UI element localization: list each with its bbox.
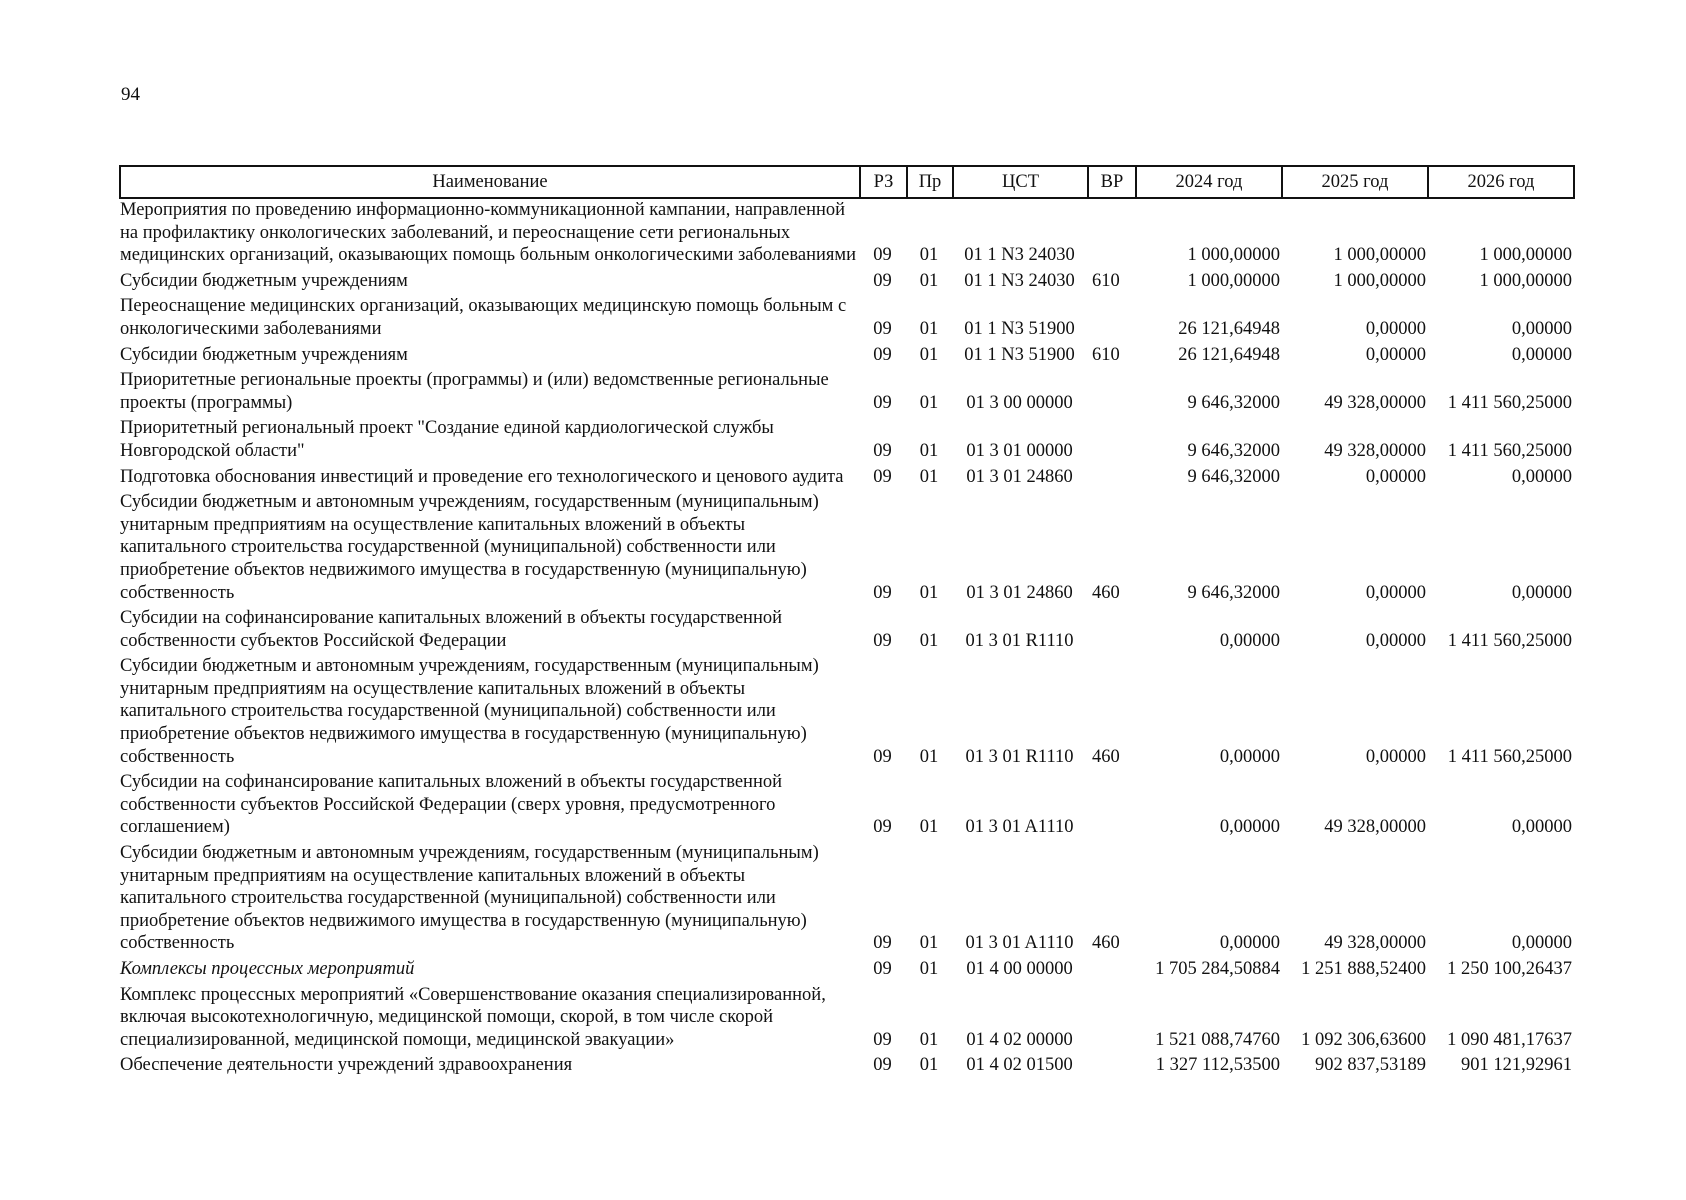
row-rz: 09 (873, 817, 892, 838)
row-rz: 09 (873, 344, 892, 365)
row-cst: 01 3 00 00000 (966, 392, 1073, 413)
header-pr: Пр (907, 166, 953, 198)
table-row (120, 466, 1574, 492)
row-2026: 1 000,00000 (1479, 270, 1572, 291)
row-2024: 9 646,32000 (1187, 466, 1280, 487)
row-cst: 01 3 01 R1110 (965, 630, 1074, 651)
row-2024: 9 646,32000 (1187, 440, 1280, 461)
row-2026: 0,00000 (1511, 466, 1572, 487)
row-2024: 1 521 088,74760 (1155, 1029, 1280, 1050)
row-rz: 09 (873, 1029, 892, 1050)
row-2024: 26 121,64948 (1178, 318, 1280, 339)
row-2025: 902 837,53189 (1315, 1055, 1426, 1076)
row-2024: 1 327 112,53500 (1155, 1055, 1280, 1076)
row-2025: 49 328,00000 (1324, 817, 1426, 838)
row-cst: 01 3 01 24860 (966, 466, 1073, 487)
row-vr (1088, 369, 1136, 417)
row-2026: 0,00000 (1511, 582, 1572, 603)
row-pr: 01 (919, 1029, 939, 1050)
row-2026: 0,00000 (1511, 318, 1572, 339)
row-vr (1088, 607, 1136, 655)
row-cst: 01 4 00 00000 (966, 959, 1073, 979)
row-2026: 1 411 560,25000 (1447, 746, 1572, 767)
row-rz: 09 (873, 440, 892, 461)
row-vr: 460 (1092, 746, 1120, 767)
table-row (120, 984, 1574, 1055)
row-cst: 01 1 N3 24030 (964, 270, 1075, 291)
row-cst: 01 1 N3 24030 (964, 245, 1075, 266)
row-cst: 01 4 02 01500 (966, 1055, 1073, 1076)
row-pr: 01 (919, 245, 939, 266)
row-2026: 1 411 560,25000 (1447, 440, 1572, 461)
row-2026: 1 000,00000 (1479, 245, 1572, 266)
row-cst: 01 3 01 R1110 (965, 746, 1074, 767)
row-name: Обеспечение деятельности учреждений здравоохранения (120, 1055, 573, 1076)
row-2026: 1 411 560,25000 (1447, 392, 1572, 413)
row-vr: 610 (1092, 344, 1120, 365)
row-pr: 01 (919, 344, 939, 365)
table-row (120, 958, 1574, 984)
row-rz: 09 (873, 466, 892, 487)
row-name: Субсидии бюджетным учреждениям (120, 270, 408, 291)
row-2025: 1 251 888,52400 (1301, 959, 1426, 979)
row-name: Комплекс процессных мероприятий «Совершенствование оказания специализированной, включая высокотехнологичную, медицинской помощи, скорой, в том числе скорой специализированной, медицинской помощи, медицинской эвакуации» (120, 984, 826, 1050)
row-pr: 01 (919, 817, 939, 838)
row-vr (1088, 466, 1136, 492)
row-pr: 01 (919, 270, 939, 291)
row-rz: 09 (873, 746, 892, 767)
row-2026: 0,00000 (1511, 933, 1572, 954)
table-row (120, 369, 1574, 417)
row-2024: 1 000,00000 (1187, 270, 1280, 291)
row-2024: 0,00000 (1219, 630, 1280, 651)
row-name: Мероприятия по проведению информационно-коммуникационной кампании, направленной на профилактику онкологических заболеваний, и переоснащение сети региональных медицинских организаций, оказывающих помощь больным онкологическими заболеваниями (120, 200, 856, 266)
row-2024: 9 646,32000 (1187, 392, 1280, 413)
row-name: Приоритетные региональные проекты (программы) и (или) ведомственные региональные проекты (программы) (120, 370, 829, 413)
row-name: Приоритетный региональный проект "Создание единой кардиологической службы Новгородской области" (120, 418, 774, 461)
row-pr: 01 (919, 959, 939, 979)
row-cst: 01 3 01 A1110 (965, 817, 1074, 838)
header-cst: ЦСТ (953, 166, 1088, 198)
row-2025: 49 328,00000 (1324, 933, 1426, 954)
row-2025: 1 000,00000 (1333, 270, 1426, 291)
row-name: Субсидии бюджетным и автономным учреждениям, государственным (муниципальным) унитарным предприятиям на осуществление капитальных вложений в объекты капитального строительства государственной (муниципальной) собственности или приобретение объектов недвижимого имущества в государственную (муниципальную) собственность (120, 492, 819, 603)
table-row (120, 270, 1574, 296)
row-2024: 9 646,32000 (1187, 582, 1280, 603)
row-2026: 1 250 100,26437 (1447, 959, 1572, 979)
row-2025: 0,00000 (1365, 630, 1426, 651)
row-name: Субсидии бюджетным и автономным учреждениям, государственным (муниципальным) унитарным предприятиям на осуществление капитальных вложений в объекты капитального строительства государственной (муниципальной) собственности или приобретение объектов недвижимого имущества в государственную (муниципальную) собственность (120, 656, 819, 767)
header-2024: 2024 год (1136, 166, 1282, 198)
row-pr: 01 (919, 933, 939, 954)
row-2026: 1 411 560,25000 (1447, 630, 1572, 651)
row-rz: 09 (873, 630, 892, 651)
row-cst: 01 1 N3 51900 (964, 344, 1075, 365)
budget-table (119, 165, 1575, 1080)
row-2025: 0,00000 (1365, 318, 1426, 339)
row-pr: 01 (919, 466, 939, 487)
row-cst: 01 1 N3 51900 (964, 318, 1075, 339)
row-2025: 1 092 306,63600 (1301, 1029, 1426, 1050)
row-name: Субсидии бюджетным и автономным учреждениям, государственным (муниципальным) унитарным предприятиям на осуществление капитальных вложений в объекты капитального строительства государственной (муниципальной) собственности или приобретение объектов недвижимого имущества в государственную (муниципальную) собственность (120, 843, 819, 954)
row-2025: 49 328,00000 (1324, 440, 1426, 461)
row-name: Субсидии бюджетным учреждениям (120, 344, 408, 365)
table-row (120, 1054, 1574, 1080)
row-vr: 610 (1092, 270, 1120, 291)
row-rz: 09 (873, 245, 892, 266)
row-vr (1088, 771, 1136, 842)
row-rz: 09 (873, 270, 892, 291)
header-2026: 2026 год (1428, 166, 1574, 198)
header-2025: 2025 год (1282, 166, 1428, 198)
row-2024: 0,00000 (1219, 933, 1280, 954)
row-2024: 1 705 284,50884 (1155, 959, 1280, 979)
row-pr: 01 (919, 392, 939, 413)
table-row (120, 198, 1574, 270)
row-2026: 0,00000 (1511, 817, 1572, 838)
row-pr: 01 (919, 1055, 939, 1076)
table-header (120, 166, 1574, 198)
table-row (120, 417, 1574, 465)
header-name: Наименование (120, 166, 860, 198)
row-2024: 26 121,64948 (1178, 344, 1280, 365)
table-row (120, 295, 1574, 343)
row-name: Подготовка обоснования инвестиций и проведение его технологического и ценового аудита (120, 466, 844, 487)
row-rz: 09 (873, 318, 892, 339)
row-2025: 1 000,00000 (1333, 245, 1426, 266)
row-pr: 01 (919, 582, 939, 603)
row-2025: 0,00000 (1365, 582, 1426, 603)
table-row (120, 607, 1574, 655)
row-2025: 0,00000 (1365, 344, 1426, 365)
row-name: Субсидии на софинансирование капитальных вложений в объекты государственной собственности субъектов Российской Федерации (120, 608, 782, 651)
row-2026: 0,00000 (1511, 344, 1572, 365)
table-body (120, 198, 1574, 1080)
row-pr: 01 (919, 630, 939, 651)
row-2025: 49 328,00000 (1324, 392, 1426, 413)
row-pr: 01 (919, 746, 939, 767)
row-name: Переоснащение медицинских организаций, оказывающих медицинскую помощь больным с онкологическими заболеваниями (120, 296, 847, 339)
row-rz: 09 (873, 392, 892, 413)
header-rz: РЗ (860, 166, 907, 198)
row-vr (1088, 198, 1136, 270)
row-rz: 09 (873, 1055, 892, 1076)
row-2024: 0,00000 (1219, 817, 1280, 838)
row-2025: 0,00000 (1365, 466, 1426, 487)
header-vr: ВР (1088, 166, 1136, 198)
row-rz: 09 (873, 582, 892, 603)
row-cst: 01 3 01 24860 (966, 582, 1073, 603)
table-row (120, 655, 1574, 771)
table-row (120, 842, 1574, 958)
row-cst: 01 3 01 A1110 (965, 933, 1074, 954)
row-name: Комплексы процессных мероприятий (120, 959, 415, 979)
page-number: 94 (121, 84, 140, 105)
row-2025: 0,00000 (1365, 746, 1426, 767)
row-2024: 1 000,00000 (1187, 245, 1280, 266)
row-cst: 01 4 02 00000 (966, 1029, 1073, 1050)
row-vr (1088, 958, 1136, 984)
row-vr: 460 (1092, 582, 1120, 603)
table-row (120, 344, 1574, 370)
row-rz: 09 (873, 959, 892, 979)
table-row (120, 491, 1574, 607)
row-vr (1088, 417, 1136, 465)
row-name: Субсидии на софинансирование капитальных вложений в объекты государственной собственности субъектов Российской Федерации (сверх уровня, предусмотренного соглашением) (120, 772, 782, 838)
row-pr: 01 (919, 318, 939, 339)
row-vr (1088, 295, 1136, 343)
row-2026: 1 090 481,17637 (1447, 1029, 1572, 1050)
row-2026: 901 121,92961 (1461, 1055, 1572, 1076)
row-rz: 09 (873, 933, 892, 954)
row-vr (1088, 1054, 1136, 1080)
row-vr: 460 (1092, 933, 1120, 954)
row-cst: 01 3 01 00000 (966, 440, 1073, 461)
table-row (120, 771, 1574, 842)
row-pr: 01 (919, 440, 939, 461)
row-vr (1088, 984, 1136, 1055)
row-2024: 0,00000 (1219, 746, 1280, 767)
